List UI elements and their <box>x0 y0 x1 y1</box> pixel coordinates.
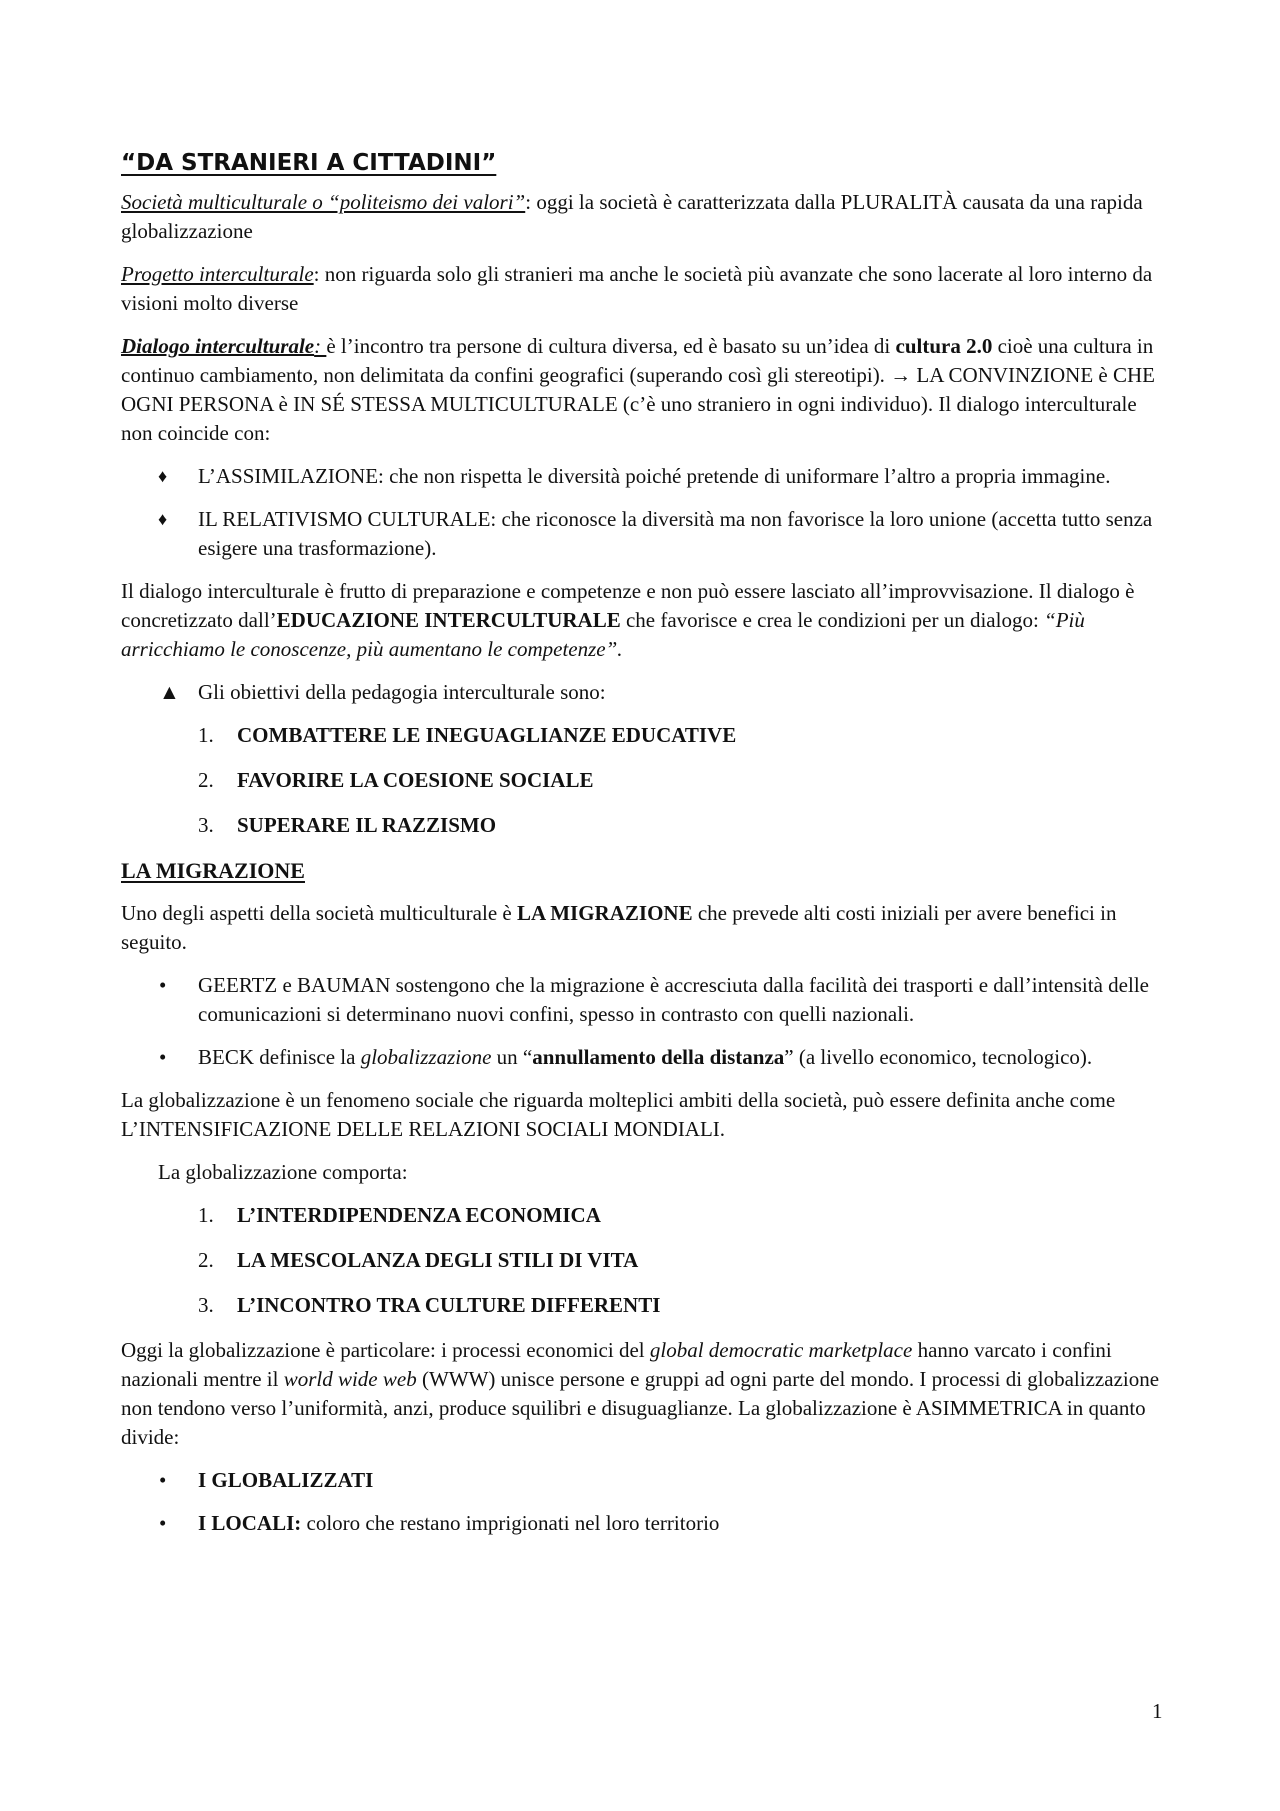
dot-bullet-icon: • <box>159 973 167 997</box>
divides-list <box>121 1466 1166 1538</box>
list-item: • I GLOBALIZZATI <box>121 1466 1166 1495</box>
list-item: ♦ IL RELATIVISMO CULTURALE: che riconosce la diversità ma non favorisce la loro unione (accetta tutto senza esigere una trasformazione). <box>158 507 1153 560</box>
term-dialogo-interculturale: Dialogo interculturale <box>121 334 315 358</box>
objectives-list <box>121 721 1166 840</box>
paragraph-globalizzazione-asimmetrica: Oggi la globalizzazione è particolare: i processi economici del global democratic marketplace hanno varcato i confini nazionali mentre il world wide web (WWW) unisce persone e gruppi ad ogni parte del mondo. I processi di globalizzazione non tendono verso l’uniformità, anzi, produce squilibri e disuguaglianze. La globalizzazione è ASIMMETRICA in quanto divide: <box>121 1338 1160 1449</box>
paragraph-dialogo-interculturale: Dialogo interculturale: è l’incontro tra persone di cultura diversa, ed è basato su un’idea di cultura 2.0 cioè una cultura in continuo cambiamento, non delimitata da confini geografici (superando così gli stereotipi). → LA CONVINZIONE è CHE OGNI PERSONA è IN SÉ STESSA MULTICULTURALE (c’è uno straniero in ogni individuo). Il dialogo interculturale non coincide con: <box>121 334 1155 445</box>
dot-bullet-icon: • <box>159 1511 167 1535</box>
paragraph-educazione-interculturale: Il dialogo interculturale è frutto di preparazione e competenze e non può essere lasciato all’improvvisazione. Il dialogo è concretizzato dall’EDUCAZIONE INTERCULTURALE che favorisce e crea le condizioni per un dialogo: “Più arricchiamo le conoscenze, più aumentano le competenze”. <box>121 579 1135 661</box>
paragraph-progetto-interculturale: Progetto interculturale: non riguarda solo gli stranieri ma anche le società più avanzate che sono lacerate al loro interno da visioni molto diverse <box>121 262 1153 315</box>
list-item: ♦ L’ASSIMILAZIONE: che non rispetta le diversità poiché pretende di uniformare l’altro a propria immagine. <box>121 462 1166 491</box>
objectives-intro-list <box>121 678 1166 707</box>
list-item: 1. L’INTERDIPENDENZA ECONOMICA <box>198 1203 601 1227</box>
paragraph-globalizzazione: La globalizzazione è un fenomeno sociale che riguarda molteplici ambiti della società, può essere definita anche come L’INTENSIFICAZIONE DELLE RELAZIONI SOCIALI MONDIALI. <box>121 1088 1116 1141</box>
page-number: 1 <box>1152 1699 1163 1723</box>
assimilation-list <box>121 462 1166 563</box>
dot-bullet-icon: • <box>159 1468 167 1492</box>
section-heading-migrazione: LA MIGRAZIONE <box>121 858 305 883</box>
list-item: 2. FAVORIRE LA COESIONE SOCIALE <box>198 768 594 792</box>
dot-bullet-icon: • <box>159 1045 167 1069</box>
list-item: • I LOCALI: coloro che restano imprigionati nel loro territorio <box>121 1509 1166 1538</box>
paragraph-societa-multiculturale: Società multiculturale o “politeismo dei valori”: oggi la società è caratterizzata dalla PLURALITÀ causata da una rapida globalizzazione <box>121 190 1143 243</box>
effects-list <box>121 1201 1166 1320</box>
authors-list <box>121 971 1166 1072</box>
list-item: 1. COMBATTERE LE INEGUAGLIANZE EDUCATIVE <box>198 723 737 747</box>
document-body <box>121 148 1166 1552</box>
list-item: 2. LA MESCOLANZA DEGLI STILI DI VITA <box>198 1248 639 1272</box>
document-title: “DA STRANIERI A CITTADINI” <box>121 150 497 176</box>
paragraph-migrazione: Uno degli aspetti della società multiculturale è LA MIGRAZIONE che prevede alti costi iniziali per avere benefici in seguito. <box>121 901 1117 954</box>
paragraph-globalizzazione-comporta: La globalizzazione comporta: <box>158 1160 408 1184</box>
list-item: 3. SUPERARE IL RAZZISMO <box>198 813 497 837</box>
diamond-bullet-icon: ♦ <box>158 466 168 486</box>
quote: “Più arricchiamo le conoscenze, più aumentano le competenze”. <box>121 608 1085 661</box>
term-societa-multiculturale: Società multiculturale o “politeismo dei valori” <box>121 190 526 214</box>
list-item: • BECK definisce la globalizzazione un “annullamento della distanza” (a livello economico, tecnologico). <box>121 1043 1166 1072</box>
triangle-bullet-icon: ▲ <box>159 680 180 704</box>
diamond-bullet-icon: ♦ <box>158 509 168 529</box>
list-item: 3. L’INCONTRO TRA CULTURE DIFFERENTI <box>198 1293 661 1317</box>
term-progetto-interculturale: Progetto interculturale <box>121 262 314 286</box>
list-item: ▲ Gli obiettivi della pedagogia interculturale sono: <box>121 678 1166 707</box>
list-item: • GEERTZ e BAUMAN sostengono che la migrazione è accresciuta dalla facilità dei trasporti e dall’intensità delle comunicazioni si determinano nuovi confini, spesso in contrasto con quelli nazionali. <box>159 973 1149 1026</box>
